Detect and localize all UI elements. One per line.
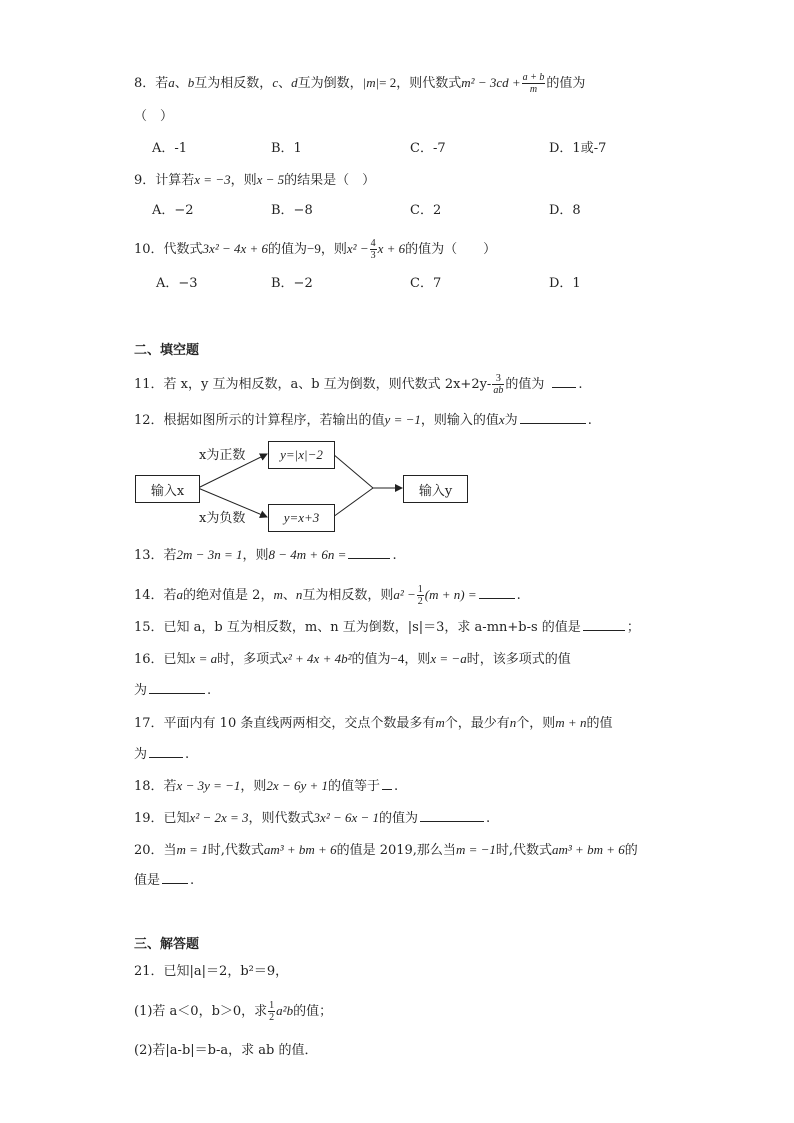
q8-fraction: $\frac{a + b}{m}$ <box>522 72 545 95</box>
q8-line1: 8．若a、b互为相反数，c、d互为倒数，|m|= 2，则代数式m² − 3cd + $\frac{a + b}{m}$ 的值为 <box>134 72 586 95</box>
section-fill-in-heading: 二、填空题 <box>134 343 200 358</box>
q14-fraction: $\frac{1}{2}$ <box>417 584 423 607</box>
q11-fraction: $\frac{3}{ab}$ <box>493 373 504 396</box>
q15-line: 15．已知 a，b 互为相反数，m、n 互为倒数，|s|＝3，求 a-mn+b-s 的值是 ； <box>134 620 640 635</box>
flow-input-box: 输入x <box>135 475 200 503</box>
q17-line1: 17．平面内有 10 条直线两两相交，交点个数最多有m个，最少有n个，则m + n的值 <box>134 715 613 731</box>
q21-line1: 21．已知|a|＝2，b²＝9， <box>134 964 289 979</box>
q10-fraction: $\frac{4}{3}$ <box>370 238 376 261</box>
q8-answer-paren: （ ） <box>134 109 174 124</box>
flow-output-box: 输入y <box>403 475 468 503</box>
q10-option-c[interactable]: C．7 <box>410 276 442 291</box>
q9-option-a[interactable]: A．−2 <box>152 203 194 218</box>
q14-answer-blank[interactable] <box>479 586 515 599</box>
q16-answer-blank[interactable] <box>149 681 205 694</box>
q13-line: 13．若2m − 3n = 1，则8 − 4m + 6n = . <box>134 547 397 563</box>
q12-line: 12．根据如图所示的计算程序，若输出的值y = −1，则输入的值x为 . <box>134 412 592 428</box>
q14-line: 14．若a的绝对值是 2，m、n互为相反数，则a² − $\frac{1}{2}$ (m + n) = . <box>134 584 521 607</box>
q9-option-d[interactable]: D．8 <box>549 203 581 218</box>
q18-answer-blank[interactable] <box>382 777 392 790</box>
q10-option-a[interactable]: A．−3 <box>156 276 198 291</box>
line-from-bottom-box <box>333 488 373 517</box>
q8-option-a[interactable]: A．-1 <box>152 141 188 156</box>
q10-option-d[interactable]: D．1 <box>549 276 581 291</box>
q9-line: 9．计算若x = −3，则x − 5的结果是（ ） <box>134 172 376 188</box>
q17-answer-blank[interactable] <box>149 745 183 758</box>
q8-option-c[interactable]: C．-7 <box>410 141 446 156</box>
q21-part2: (2)若|a-b|＝b-a，求 ab 的值． <box>134 1043 318 1058</box>
flowchart <box>0 0 794 560</box>
q16-line1: 16．已知x = a时，多项式x² + 4x + 4b²的值为−4，则x = −a时，该多项式的值 <box>134 651 571 667</box>
flow-top-box: y=|x|−2 <box>268 441 335 469</box>
q19-line: 19．已知x² − 2x = 3，则代数式3x² − 6x − 1的值为 . <box>134 810 491 826</box>
q9-option-b[interactable]: B．−8 <box>271 203 313 218</box>
q18-line: 18．若x − 3y = −1，则2x − 6y + 1的值等于 . <box>134 778 399 794</box>
q8-option-d[interactable]: D．1或-7 <box>549 141 607 156</box>
q21-part1: (1)若 a＜0，b＞0，求 $\frac{1}{2}$ a²b的值； <box>134 1000 333 1023</box>
q13-answer-blank[interactable] <box>348 546 390 559</box>
q15-answer-blank[interactable] <box>583 618 625 631</box>
q19-answer-blank[interactable] <box>420 809 484 822</box>
q20-line2: 值是 . <box>134 873 195 888</box>
q16-line2: 为 . <box>134 683 212 698</box>
q8-option-b[interactable]: B．1 <box>271 141 302 156</box>
flow-bottom-box: y=x+3 <box>268 504 335 532</box>
q9-option-c[interactable]: C．2 <box>410 203 442 218</box>
q20-answer-blank[interactable] <box>162 871 188 884</box>
q17-line2: 为 . <box>134 747 190 762</box>
section-solve-heading: 三、解答题 <box>134 937 200 952</box>
flow-negative-label: x为负数 <box>199 511 246 526</box>
q10-line: 10．代数式3x² − 4x + 6的值为−9，则x² − $\frac{4}{3}$ x + 6的值为（ ） <box>134 238 497 261</box>
q20-line1: 20．当m = 1时,代数式am³ + bm + 6的值是 2019,那么当m = −1时,代数式am³ + bm + 6的 <box>134 842 638 858</box>
q10-option-b[interactable]: B．−2 <box>271 276 313 291</box>
flow-positive-label: x为正数 <box>199 448 246 463</box>
q11-line: 11．若 x，y 互为相反数，a、b 互为倒数，则代数式 2x+2y- $\frac{3}{ab}$ 的值为 . <box>134 373 583 396</box>
q21-fraction: $\frac{1}{2}$ <box>269 1000 275 1023</box>
line-from-top-box <box>333 454 373 488</box>
